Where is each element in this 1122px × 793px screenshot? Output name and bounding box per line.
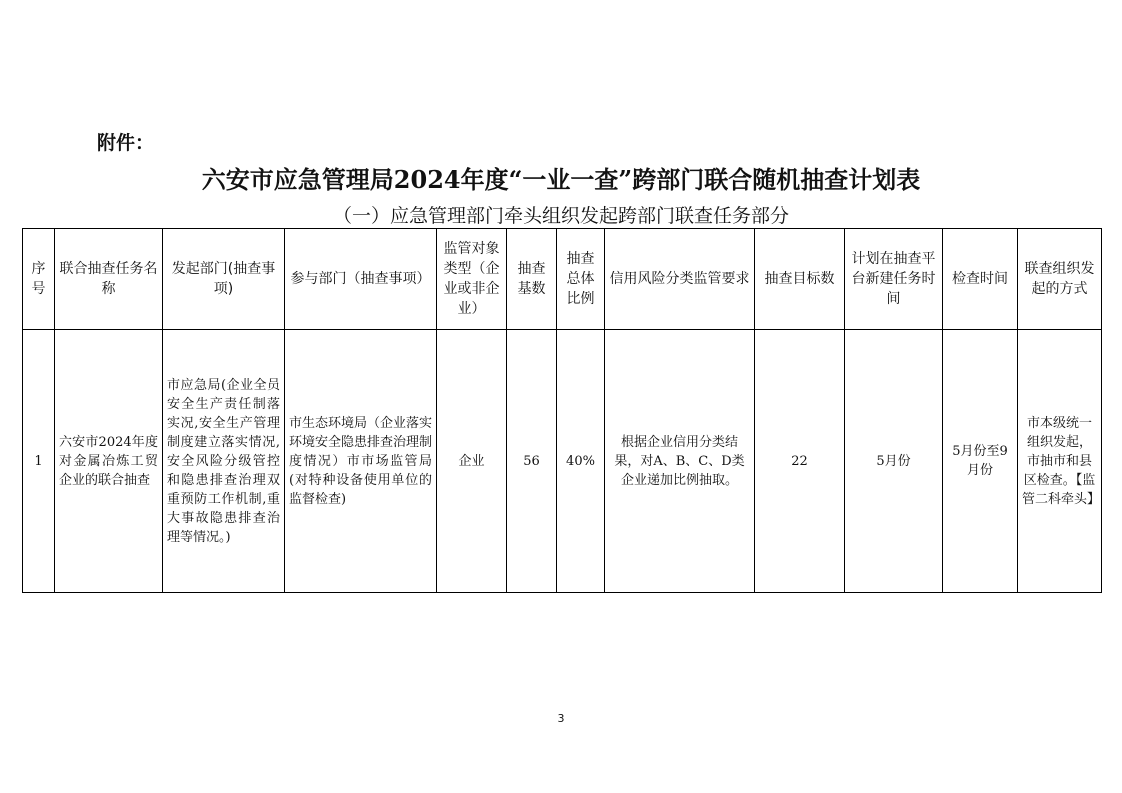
header-base-count: 抽查基数 — [507, 229, 557, 330]
cell-participants: 市生态环境局（企业落实环境安全隐患排查治理制度情况）市市场监管局(对特种设备使用单位的监督检查) — [285, 330, 437, 593]
cell-credit-requirement: 根据企业信用分类结果，对A、B、C、D类企业递加比例抽取。 — [605, 330, 755, 593]
header-method: 联查组织发起的方式 — [1018, 229, 1102, 330]
table-header-row — [23, 229, 1102, 330]
header-task-name: 联合抽查任务名称 — [55, 229, 163, 330]
header-participants: 参与部门（抽查事项） — [285, 229, 437, 330]
cell-task-name: 六安市2024年度对金属冶炼工贸企业的联合抽查 — [55, 330, 163, 593]
header-seq: 序号 — [23, 229, 55, 330]
document-title: 六安市应急管理局2024年度“一业一查”跨部门联合随机抽查计划表 — [201, 165, 921, 194]
header-plan-time: 计划在抽查平台新建任务时间 — [845, 229, 943, 330]
header-check-time: 检查时间 — [943, 229, 1018, 330]
cell-check-time: 5月份至9月份 — [943, 330, 1018, 593]
header-object-type: 监管对象类型（企业或非企业） — [437, 229, 507, 330]
header-initiator: 发起部门(抽查事项) — [163, 229, 285, 330]
cell-base-count: 56 — [507, 330, 557, 593]
plan-table — [22, 228, 1102, 593]
cell-initiator: 市应急局(企业全员安全生产责任制落实况,安全生产管理制度建立落实情况,安全风险分级管控和隐患排查治理双重预防工作机制,重大事故隐患排查治理等情况。) — [163, 330, 285, 593]
cell-plan-time: 5月份 — [845, 330, 943, 593]
header-target-count: 抽查目标数 — [755, 229, 845, 330]
cell-method: 市本级统一组织发起，市抽市和县区检查。【监管二科牵头】 — [1018, 330, 1102, 593]
cell-seq: 1 — [23, 330, 55, 593]
header-credit-requirement: 信用风险分类监管要求 — [605, 229, 755, 330]
table-row — [23, 330, 1102, 593]
page-number: 3 — [557, 712, 565, 725]
cell-target-count: 22 — [755, 330, 845, 593]
attachment-label: 附件： — [97, 132, 155, 154]
header-ratio: 抽查总体比例 — [557, 229, 605, 330]
section-title: （一）应急管理部门牵头组织发起跨部门联查任务部分 — [332, 205, 789, 227]
cell-ratio: 40% — [557, 330, 605, 593]
cell-object-type: 企业 — [437, 330, 507, 593]
